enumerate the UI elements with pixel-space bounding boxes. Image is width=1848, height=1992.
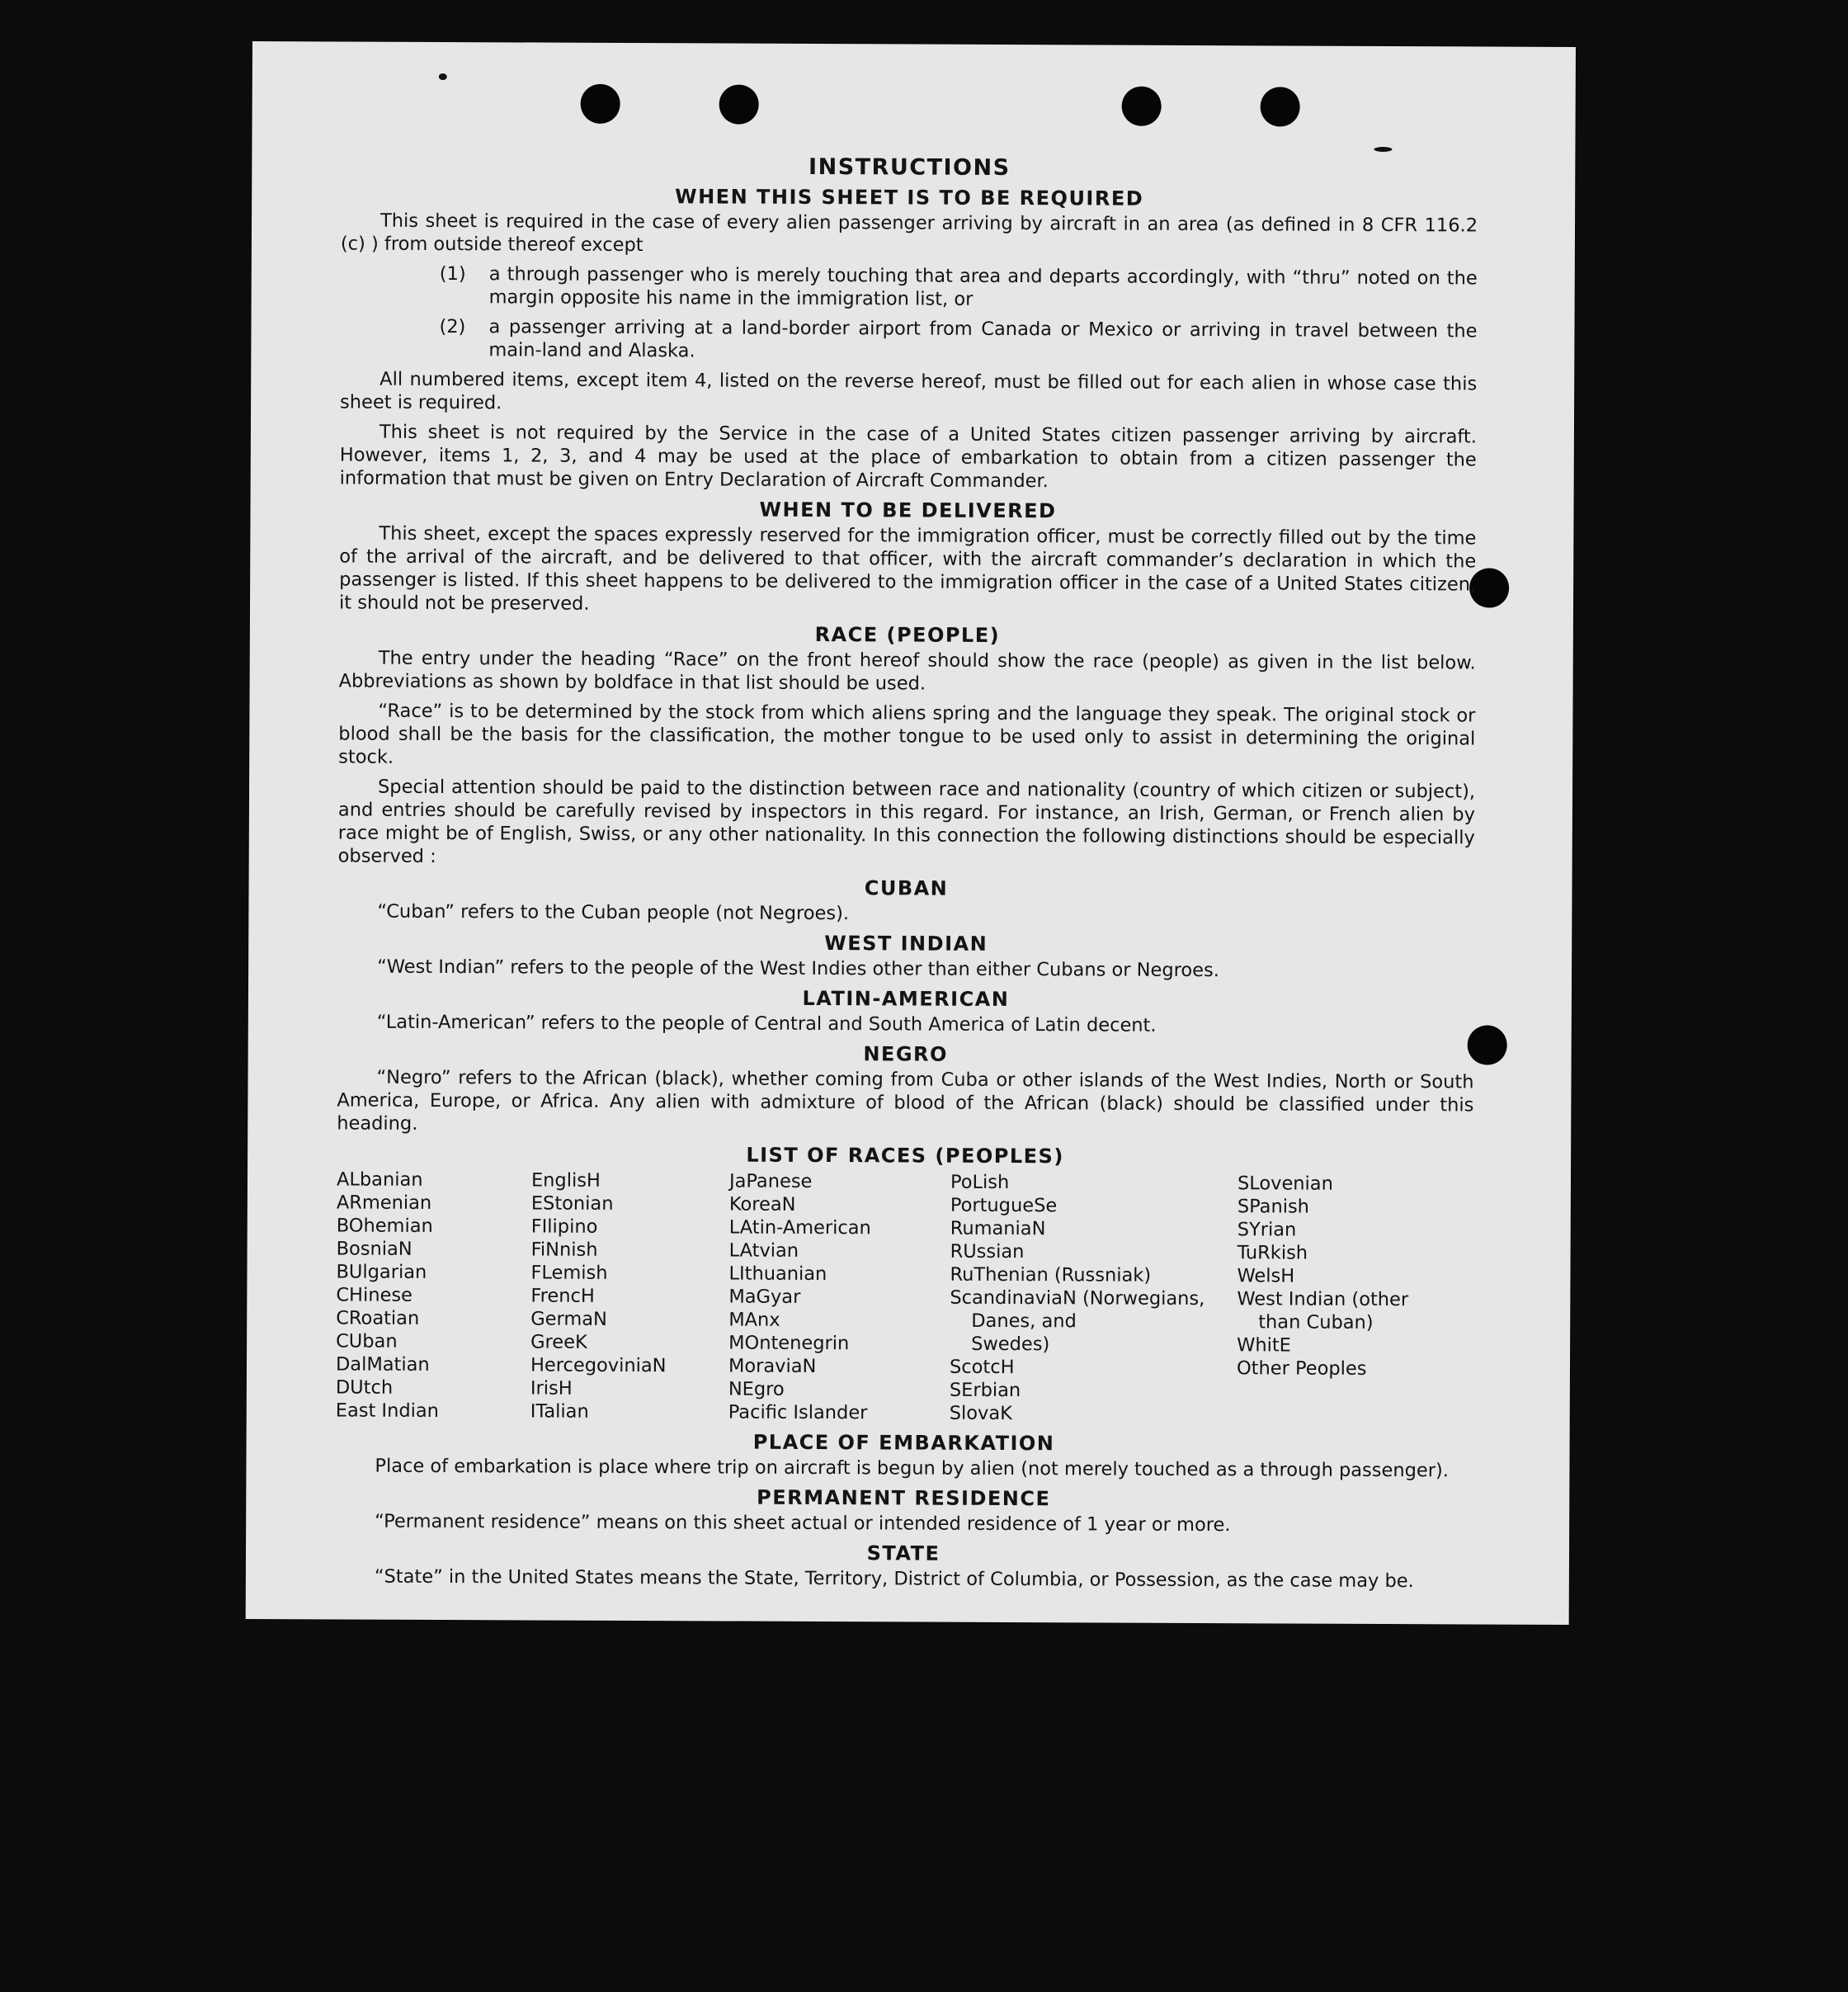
race-entry: TuRkish	[1237, 1242, 1308, 1264]
paragraph: This sheet is required in the case of every alien passenger arriving by aircraft in an area (as defined in 8 CFR 116.2 (c) ) from outside thereof except	[340, 210, 1478, 257]
heading-place: PLACE OF EMBARKATION	[752, 1430, 1055, 1456]
race-entry: EStonian	[530, 1192, 614, 1215]
race-entry: PortugueSe	[950, 1194, 1058, 1217]
race-entry: SYrian	[1237, 1219, 1297, 1241]
heading-latin-american: LATIN-AMERICAN	[802, 986, 1010, 1012]
race-entry: FrencH	[530, 1285, 595, 1307]
race-entry: SErbian	[949, 1379, 1021, 1402]
heading-residence: PERMANENT RESIDENCE	[757, 1485, 1051, 1511]
page-title: INSTRUCTIONS	[808, 153, 1011, 182]
heading-west-indian: WEST INDIAN	[824, 932, 988, 956]
heading-list-of-races: LIST OF RACES (PEOPLES)	[746, 1143, 1064, 1168]
dust-speck	[439, 73, 447, 80]
race-entry: SPanish	[1237, 1196, 1310, 1218]
heading-delivered: WHEN TO BE DELIVERED	[759, 498, 1057, 523]
punch-hole	[1122, 87, 1162, 126]
race-column	[336, 1168, 531, 1423]
race-entry: ScandinaviaN (Norwegians,	[950, 1286, 1205, 1310]
paragraph: “Negro” refers to the African (black), whether coming from Cuba or other islands of the West Indies, North or South America, Europe, or Africa. Any alien with admixture of blood of the African (black) should be classified under this heading.	[337, 1066, 1474, 1135]
paragraph: The entry under the heading “Race” on the front hereof should show the race (people) as given in the list below. Abbreviations as shown by boldface in that list should be used.	[338, 647, 1476, 695]
race-entry: FLemish	[530, 1262, 608, 1284]
race-entry: Danes, and	[971, 1310, 1077, 1333]
race-entry: CRoatian	[336, 1307, 420, 1329]
heading-state: STATE	[866, 1541, 940, 1565]
race-entry: LAtvian	[728, 1239, 799, 1262]
document-page	[246, 41, 1576, 1625]
race-entry: FiNnish	[530, 1239, 598, 1261]
race-entry: DUtch	[335, 1376, 394, 1399]
exception-number: (2)	[439, 315, 466, 338]
race-entry: than Cuban)	[1258, 1311, 1374, 1334]
exception-text: a through passenger who is merely touching that area and departs accordingly, with “thru” noted on the margin opposite his name in the immigration list, or	[488, 263, 1478, 310]
race-entry: ITalian	[530, 1400, 589, 1423]
paragraph: “Permanent residence” means on this sheet actual or intended residence of 1 year or more.	[375, 1510, 1231, 1536]
race-column	[950, 1171, 1238, 1427]
heading-required: WHEN THIS SHEET IS TO BE REQUIRED	[675, 185, 1144, 210]
race-column	[728, 1170, 950, 1425]
punch-hole	[581, 84, 620, 124]
race-entry: RumaniaN	[950, 1217, 1046, 1240]
race-entry: FIlipino	[530, 1215, 598, 1238]
paragraph: “Latin-American” refers to the people of Central and South America of Latin decent.	[376, 1011, 1157, 1036]
race-entry: WhitE	[1237, 1334, 1291, 1357]
race-entry: Swedes)	[971, 1333, 1050, 1356]
punch-hole	[719, 84, 759, 124]
race-entry: IrisH	[530, 1377, 573, 1400]
paragraph: All numbered items, except item 4, listed on the reverse hereof, must be filled out for each alien in whose case this sheet is required.	[340, 368, 1478, 414]
race-entry: East Indian	[335, 1400, 440, 1423]
race-entry: MoraviaN	[728, 1355, 817, 1377]
race-list	[336, 1168, 1473, 1427]
race-entry: LAtin-American	[728, 1216, 871, 1239]
race-entry: RuThenian (Russniak)	[950, 1263, 1152, 1286]
paragraph: Place of embarkation is place where trip on aircraft is begun by alien (not merely touched as a through passenger).	[375, 1455, 1449, 1482]
race-entry: GermaN	[530, 1308, 607, 1330]
race-entry: BUlgarian	[336, 1261, 427, 1283]
race-entry: BosniaN	[336, 1238, 412, 1260]
paragraph: “West Indian” refers to the people of the West Indies other than either Cubans or Negroes.	[377, 956, 1219, 982]
race-entry: MOntenegrin	[728, 1332, 850, 1355]
race-entry: JaPanese	[728, 1170, 813, 1192]
punch-hole	[1261, 87, 1300, 126]
race-entry: CUban	[336, 1330, 398, 1352]
heading-negro: NEGRO	[863, 1042, 948, 1066]
race-entry: SLovenian	[1237, 1173, 1333, 1195]
exception-number: (1)	[439, 262, 466, 286]
race-entry: HercegoviniaN	[530, 1354, 667, 1377]
race-column	[1237, 1172, 1444, 1427]
heading-race: RACE (PEOPLE)	[814, 622, 1001, 647]
paragraph: “Race” is to be determined by the stock from which aliens spring and the language they speak. The original stock or blood shall be the basis for the classification, the mother tongue to be used only to assist in determining the original stock.	[338, 700, 1476, 768]
exception-item	[341, 262, 1478, 313]
race-entry: ARmenian	[336, 1192, 432, 1214]
race-entry: BOhemian	[336, 1215, 433, 1237]
race-entry: SlovaK	[949, 1402, 1012, 1425]
race-entry: ALbanian	[336, 1168, 423, 1191]
race-entry: LIthuanian	[728, 1263, 827, 1286]
paragraph: “State” in the United States means the State, Territory, District of Columbia, or Possession, as the case may be.	[374, 1565, 1414, 1593]
race-entry: KoreaN	[728, 1193, 796, 1215]
race-entry: West Indian (other	[1237, 1288, 1409, 1311]
race-entry: MAnx	[728, 1309, 780, 1331]
race-entry: MaGyar	[728, 1286, 801, 1308]
exception-text: a passenger arriving at a land-border airport from Canada or Mexico or arriving in travel between the main-land and Alaska.	[488, 316, 1478, 362]
paragraph: This sheet is not required by the Service in the case of a United States citizen passenger arriving by aircraft. However, items 1, 2, 3, and 4 may be used at the place of embarkation to obtain from a citizen passenger the information that must be given on Entry Declaration of Aircraft Commander.	[339, 421, 1477, 493]
race-entry: DalMatian	[335, 1353, 430, 1376]
race-column	[530, 1168, 729, 1423]
race-entry: ScotcH	[949, 1356, 1015, 1379]
race-entry: Pacific Islander	[728, 1401, 868, 1424]
race-entry: NEgro	[728, 1378, 785, 1400]
race-entry: PoLish	[950, 1171, 1010, 1194]
paragraph: Special attention should be paid to the distinction between race and nationality (country of which citizen or subject), and entries should be carefully revised by inspectors in this regard. For instance, an Irish, German, or French alien by race might be of English, Swiss, or any other nationality. In this connection the following distinctions should be especially observed :	[337, 776, 1476, 867]
race-entry: EnglisH	[530, 1169, 601, 1192]
exception-item	[340, 314, 1477, 366]
race-entry: GreeK	[530, 1331, 587, 1353]
race-entry: CHinese	[336, 1284, 412, 1306]
heading-cuban: CUBAN	[864, 876, 949, 900]
paragraph: This sheet, except the spaces expressly reserved for the immigration officer, must be correctly filled out by the time of the arrival of the aircraft, and be delivered to that officer, with the aircraft commander’s declaration in which the passenger is listed. If this sheet happens to be delivered to the immigration officer in the case of a United States citizen, it should not be preserved.	[338, 522, 1477, 615]
race-entry: RUssian	[950, 1240, 1025, 1263]
dust-speck	[1374, 147, 1392, 152]
race-entry: Other Peoples	[1236, 1357, 1367, 1380]
race-entry: WelsH	[1237, 1265, 1295, 1287]
instructions-body	[335, 153, 1478, 1599]
paragraph: “Cuban” refers to the Cuban people (not Negroes).	[377, 900, 850, 925]
